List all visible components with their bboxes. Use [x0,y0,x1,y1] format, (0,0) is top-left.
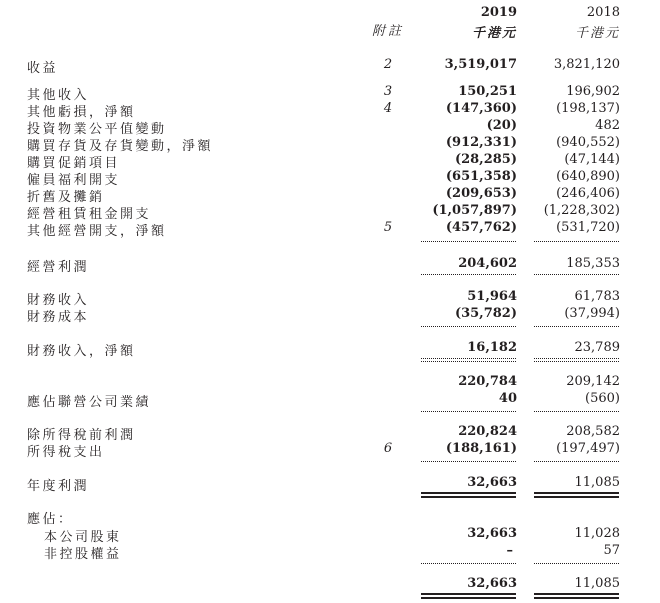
row-label-share-of-associates: 應佔聯營公司業績 [27,395,152,410]
row-label-operating-lease: 經營租賃租金開支 [27,207,152,222]
row-prior-other-income: 196,902 [566,84,620,99]
rule-prior-post-profit-for-year-1 [534,492,619,494]
row-prior-finance-costs: (37,994) [564,306,620,321]
row-prior-subtotal: 209,142 [566,374,620,389]
rule-current-post-operating-profit [421,274,516,275]
row-prior-total: 11,085 [574,576,620,591]
row-current-total: 32,663 [467,576,517,591]
row-current-depreciation: (209,653) [445,186,517,201]
rule-current-post-finance-net-2 [421,361,516,362]
row-current-operating-lease: (1,057,897) [432,203,517,218]
row-label-finance-costs: 財務成本 [27,310,90,325]
rule-current-pre-pbt [421,411,516,412]
note-column-header: 附註 [372,24,405,39]
rule-prior-pre-total [534,563,619,564]
row-prior-investment-property: 482 [595,118,620,133]
rule-current-post-profit-for-year-1 [421,492,516,494]
row-current-inventories: (912,331) [445,135,517,150]
row-current-revenue: 3,519,017 [444,57,517,72]
row-current-other-income: 150,251 [458,84,517,99]
row-label-promotional-items: 購買促銷項目 [27,156,121,171]
rule-current-post-total-1 [421,593,516,595]
row-label-other-operating-expenses: 其他經營開支，淨額 [27,224,167,239]
rule-current-post-finance-net-1 [421,358,516,359]
rule-prior-post-profit-for-year-2 [534,496,619,498]
row-current-finance-income-net: 16,182 [467,340,517,355]
row-label-operating-profit: 經營利潤 [27,260,90,275]
rule-prior-pre-finance-net [534,326,619,327]
rule-prior-pre-pbt [534,411,619,412]
rule-current-pre-finance-net [421,326,516,327]
rule-prior-post-total-1 [534,593,619,595]
row-label-finance-income-net: 財務收入，淨額 [27,344,136,359]
row-current-subtotal: 220,784 [458,374,517,389]
row-prior-operating-lease: (1,228,302) [543,203,620,218]
row-label-employee-benefits: 僱員福利開支 [27,173,121,188]
rule-current-post-profit-for-year-2 [421,496,516,498]
rule-prior-post-finance-net-1 [534,358,619,359]
row-note-other-operating-expenses: 5 [383,220,393,235]
row-current-non-controlling: – [506,543,513,558]
rule-current-pre-total [421,563,516,564]
rule-prior-post-finance-net-2 [534,361,619,362]
row-label-other-losses: 其他虧損，淨額 [27,105,136,120]
row-prior-employee-benefits: (640,890) [556,169,620,184]
row-label-owners: 本公司股東 [44,530,122,545]
row-current-operating-profit: 204,602 [458,256,517,271]
rule-prior-pre-profit-for-year [534,461,619,462]
row-current-share-of-associates: 40 [498,391,517,406]
row-label-revenue: 收益 [27,61,59,76]
row-prior-share-of-associates: (560) [585,391,620,406]
row-prior-operating-profit: 185,353 [566,256,620,271]
row-prior-finance-income: 61,783 [574,289,620,304]
row-prior-profit-for-year: 11,085 [574,475,620,490]
row-label-non-controlling: 非控股權益 [44,547,122,562]
row-current-owners: 32,663 [467,526,517,541]
unit-prior-header: 千港元 [574,26,620,41]
row-note-income-tax: 6 [383,441,393,456]
row-prior-inventories: (940,552) [556,135,620,150]
row-label-income-tax: 所得稅支出 [27,445,105,460]
row-prior-promotional-items: (47,144) [564,152,620,167]
row-label-other-income: 其他收入 [27,88,90,103]
row-label-inventories: 購買存貨及存貨變動，淨額 [27,139,214,154]
row-prior-other-losses: (198,137) [556,101,620,116]
row-current-profit-before-tax: 220,824 [458,424,517,439]
unit-current-header: 千港元 [471,26,517,41]
row-current-employee-benefits: (651,358) [445,169,517,184]
rule-current-pre-operating-profit [421,241,516,242]
row-prior-revenue: 3,821,120 [553,57,620,72]
row-current-investment-property: (20) [486,118,517,133]
row-current-profit-for-year: 32,663 [467,475,517,490]
row-prior-depreciation: (246,406) [556,186,620,201]
rule-current-post-total-2 [421,597,516,599]
row-label-finance-income: 財務收入 [27,293,90,308]
year-prior-header: 2018 [586,5,620,20]
row-prior-other-operating-expenses: (531,720) [556,220,620,235]
row-current-other-operating-expenses: (457,762) [445,220,517,235]
row-current-finance-costs: (35,782) [454,306,517,321]
year-current-header: 2019 [480,5,517,20]
row-note-other-income: 3 [383,84,393,99]
row-label-investment-property: 投資物業公平值變動 [27,122,167,137]
rule-current-pre-profit-for-year [421,461,516,462]
row-current-promotional-items: (28,285) [454,152,517,167]
row-current-other-losses: (147,360) [445,101,517,116]
rule-prior-pre-operating-profit [534,241,619,242]
row-note-other-losses: 4 [383,101,393,116]
row-label-depreciation: 折舊及攤銷 [27,190,105,205]
row-note-revenue: 2 [383,57,393,72]
row-prior-profit-before-tax: 208,582 [566,424,620,439]
row-prior-owners: 11,028 [574,526,620,541]
rule-prior-post-operating-profit [534,274,619,275]
rule-prior-post-total-2 [534,597,619,599]
row-current-finance-income: 51,964 [467,289,517,304]
row-prior-non-controlling: 57 [603,543,620,558]
row-label-profit-for-year: 年度利潤 [27,479,90,494]
row-prior-finance-income-net: 23,789 [574,340,620,355]
row-prior-income-tax: (197,497) [556,441,620,456]
row-label-profit-before-tax: 除所得稅前利潤 [27,428,136,443]
row-label-attributable-to: 應佔： [27,512,74,527]
row-current-income-tax: (188,161) [445,441,517,456]
